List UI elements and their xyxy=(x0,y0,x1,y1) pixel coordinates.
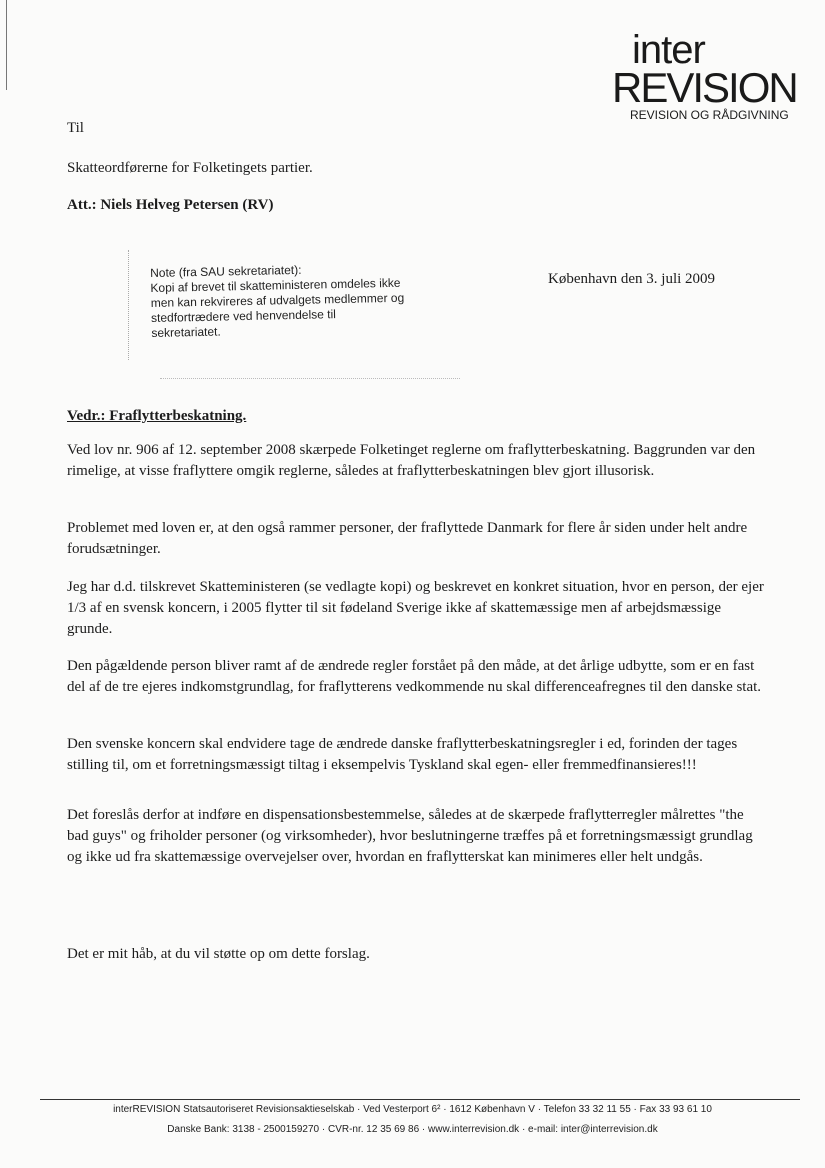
note-border xyxy=(128,250,130,360)
footer-divider xyxy=(40,1099,800,1100)
subject-heading: Vedr.: Fraflytterbeskatning. xyxy=(67,408,247,424)
secretariat-note xyxy=(150,260,462,341)
logo-tagline: REVISION OG RÅDGIVNING xyxy=(630,108,789,122)
letter-date: København den 3. juli 2009 xyxy=(548,271,716,287)
attention-line: Att.: Niels Helveg Petersen (RV) xyxy=(67,197,274,213)
footer-contact-info: Danske Bank: 3138 - 2500159270 · CVR-nr. 12 35 69 86 · www.interrevision.dk · e-mail: inter@interrevision.dk xyxy=(167,1124,658,1135)
body-paragraph: Jeg har d.d. tilskrevet Skatteministeren (se vedlagte kopi) og beskrevet en konkret situation, hvor en person, der ejer 1/3 af en svensk koncern, i 2005 flytter til sit fødeland Sverige ikke af skattemæssige men af arbejdsmæssige grunde. xyxy=(67,579,764,637)
body-paragraph: Det foreslås derfor at indføre en dispensationsbestemmelse, således at de skærpede fraflytterregler målrettes "the bad guys" og friholder personer (og virksomheder), hvor beslutningerne træffes på et forretningsmæssigt grundlag og ikke ud fra skattemæssige overvejelser over, hvordan en fraflytterskat kan minimeres eller helt undgås. xyxy=(67,807,753,865)
logo-revision-text: REVISION xyxy=(612,64,797,111)
note-line: men kan rekvireres af udvalgets medlemmer og xyxy=(150,290,405,310)
footer-company-info: interREVISION Statsautoriseret Revisionsaktieselskab · Ved Vesterport 6² · 1612 København V · Telefon 33 32 11 55 · Fax 33 93 61 10 xyxy=(113,1104,712,1115)
body-paragraph: Den svenske koncern skal endvidere tage de ændrede danske fraflytterbeskatningsregler i ed, forinden der tages stilling til, om et forretningsmæssigt tiltag i eksempelvis Tyskland skal egen- eller fremmedfinansieres!!! xyxy=(67,736,738,773)
note-line: Note (fra SAU sekretariatet): xyxy=(150,262,302,280)
scan-edge-line xyxy=(6,0,7,90)
body-paragraph: Problemet med loven er, at den også rammer personer, der fraflyttede Danmark for flere år siden under helt andre forudsætninger. xyxy=(67,520,748,557)
note-line: Kopi af brevet til skatteministeren omdeles ikke xyxy=(150,275,401,295)
closing-paragraph: Det er mit håb, at du vil støtte op om dette forslag. xyxy=(67,946,370,962)
note-line: sekretariatet. xyxy=(151,324,221,340)
recipient: Skatteordførerne for Folketingets partier. xyxy=(67,160,313,176)
body-paragraph: Ved lov nr. 906 af 12. september 2008 skærpede Folketinget reglerne om fraflytterbeskatning. Baggrunden var den rimelige, at visse fraflyttere omgik reglerne, således at fraflytterbeskatningen blev gjort illusorisk. xyxy=(67,442,756,479)
logo-inter-text: inter xyxy=(632,28,705,72)
body-paragraph: Den pågældende person bliver ramt af de ændrede regler forstået på den måde, at det årlige udbytte, som er en fast del af de tre ejeres indkomstgrundlag, for fraflytterens vedkommende nu skal differenceafregnes til den danske stat. xyxy=(67,658,762,695)
to-label: Til xyxy=(67,120,84,136)
note-line: stedfortrædere ved henvendelse til xyxy=(150,307,336,325)
note-divider xyxy=(160,378,460,380)
